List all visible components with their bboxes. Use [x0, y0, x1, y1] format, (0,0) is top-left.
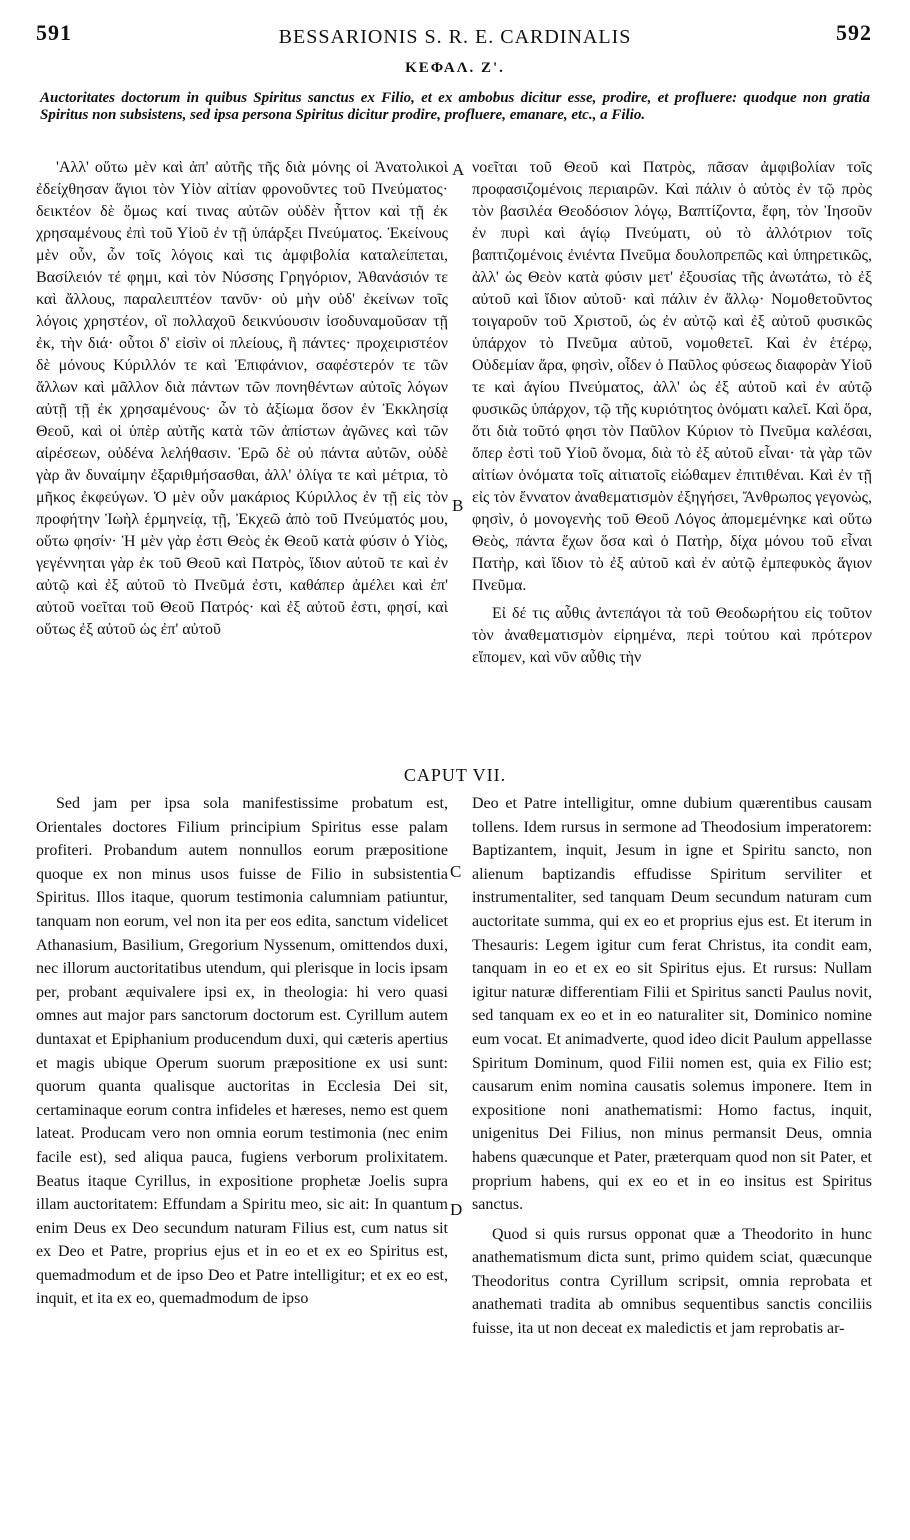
latin-right-paragraph: Deo et Patre intelligitur, omne dubium quærentibus causam tollens. Idem rursus in sermone ad Theodosium imperatorem: Baptizantem, inquit, Jesum in igne et Spiritu sancto, non alienum baptizandis effudisse Spiritum serviliter et instrumentaliter, sed tanquam Deum secundum naturam cum auctoritate summa, qui ex eo et proprius ejus est. Et iterum in Thesauris: Legem igitur cum ferat Christus, ita condit eam, tanquam in eo et ex eo sit Spiritus ejus. Et rursus: Nullam igitur naturæ differentiam Filii et Spiritus sancti Paulus novit, sed tanquam ex eo et in eo naturaliter sit, Dominico nomine eum vocat. Et animadverte, quod ideo dicit Paulum appellasse Spiritum Dominum, quod Filii nomen est, quia ex Filio est; causarum enim nomina causatis solemus imponere. Item in expositione noni anathematismi: Homo factus, inquit, unigenitus Dei Filius, non minus permansit Deus, omnia habens quæcunque et Pater, præterquam quod non sit Pater, et proprium habens, qui ex eo et in eo insitus est Spiritus sanctus.	[472, 795, 872, 1214]
margin-letter-a: A	[452, 160, 465, 179]
margin-letter-b: B	[452, 496, 464, 515]
margin-letter-d: D	[450, 1200, 463, 1219]
chapter-heading-latin: CAPUT VII.	[403, 765, 507, 785]
greek-left-paragraph: 'Αλλ' οὕτω μὲν καὶ ἀπ' αὐτῆς τῆς διὰ μόνης οἱ Ἀνατολικοὶ ἐδείχθησαν ἅγιοι τὸν Υἱὸν αἰτίαν φρονοῦντες τοῦ Πνεύματος· δεικτέον δὲ ὅμως καί τινας αὐτῶν οὐδὲν ἧττον καὶ τῇ ἐκ χρησαμένους ἐπὶ τοῦ Υἱοῦ ἐν τῇ ὑπάρξει Πνεύματος. Ἐκείνους μὲν οὖν, ὧν τοῖς λόγοις καὶ τις ἀμφιβολία καταλείπεται, Βασίλειόν τέ φημι, καὶ τὸν Νύσσης Γρηγόριον, Ἀθανάσιόν τε καὶ ἄλλους, παραλειπτέον τανῦν· οὐ μὴν οὐδ' ἐκείνων τοῖς λόγοις χρηστέον, οἳ πολλαχοῦ δεικνύουσιν ἰσοδυναμοῦσαν τῇ ἐκ, τὴν διά· οὗτοι δ' εἰσὶν οἱ πλείους, ἢ πάντες· προχειριστέον δὲ μόνους Κύριλλόν τε καὶ Ἐπιφάνιον, σαφέστερόν τε τῶν ἄλλων καὶ μᾶλλον διὰ πάντων τῶν πονηθέντων αὐτοῖς λόγων αὐτῇ τῇ ἐκ χρησαμένους· ὧν τὸ ἀξίωμα ὅσον ἐν Ἐκκλησίᾳ Θεοῦ, καὶ οἱ ὑπὲρ αὐτῆς κατὰ τῶν ἀπίστων ἀγῶνες καὶ τῶν αἱρέσεων, οὐδένα λελήθασιν. Ἐρῶ δὲ οὐ πάντα αὐτῶν, οὐδὲ γὰρ ἂν δυναίμην ἐξαριθμήσασθαι, ἀλλ' ὀλίγα τε καὶ μέτρια, τὸ μῆκος ἐκφεύγων. Ὁ μὲν οὖν μακάριος Κύριλλος ἐν τῇ εἰς τὸν προφήτην Ἰωὴλ ἑρμηνείᾳ, τῇ, Ἐκχεῶ ἀπὸ τοῦ Πνεύματός μου, οὕτω φησίν· Ἡ μὲν γὰρ ἐστι Θεὸς ἐκ Θεοῦ κατὰ φύσιν ὁ Υἱὸς, γεγέννηται γὰρ ἐκ τοῦ Θεοῦ καὶ Πατρὸς, ἴδιον αὐτοῦ τε καὶ ἐν αὐτῷ καὶ ἐξ αὐτοῦ τὸ Πνεῦμά ἐστι, καθάπερ ἀμέλει καὶ ἐπ' αὐτοῦ νοεῖται τοῦ Θεοῦ Πατρός· καὶ ἐξ αὐτοῦ ἐστι, φησί, καὶ οὕτως ἐξ αὐτοῦ ὡς ἐπ' αὐτοῦ	[36, 159, 448, 638]
latin-right-paragraph: Quod si quis rursus opponat quæ a Theodorito in hunc anathematismum dicta sunt, primo quidem sciat, quæcunque Theodoritus contra Cyrillum scripsit, omnia reprobata et anathemati tradita ab omnibus sequentibus sanctis conciliis fuisse, ita ut non deceat ex maledictis et jam reprobatis ar-	[472, 1225, 872, 1338]
latin-left-paragraph: Sed jam per ipsa sola manifestissime probatum est, Orientales doctores Filium principium Spiritus esse palam profiteri. Probandum autem nonnullos eorum præpositione quoque ex non minus usos fuisse de Filio in subsistentia Spiritus. Illos itaque, quorum testimonia calumniam patiuntur, tanquam non eorum, vel non ita per eos edita, sanctum videlicet Athanasium, Basilium, Gregorium Nyssenum, omittendos duxi, nec illorum auctoritatibus utendum, qui plerisque in locis ipsam per, probant æquivalere ipsi ex, in theologia: hi vero quasi omnes aut major pars sanctorum doctorum est. Cyrillum autem duntaxat et Epiphanium producendum duxi, qui cæteris apertius et magis ubique Operum suorum præpositione ex usi sunt: quorum quanta qualisque auctoritas in Ecclesia Dei sit, certaminaque eorum contra infideles et hæreses, nemo est quem lateat. Producam vero non omnia eorum testimonia (nec enim facile est), sed aliqua pauca, fugiens verborum prolixitatem. Beatus itaque Cyrillus, in expositione prophetæ Joelis supra illam auctoritatem: Effundam a Spiritu meo, sic ait: In quantum enim Deus ex Deo secundum naturam Filius est, cum natus sit ex Deo et Patre, proprius ejus et in eo et ex eo Spiritus est, quemadmodum et de ipso Deo et Patre intelligitur; et ex eo est, inquit, et ita ex eo, quemadmodum de ipso	[36, 795, 448, 1308]
page-number-left: 591	[36, 20, 72, 45]
margin-letter-c: C	[450, 862, 462, 881]
latin-column-left	[36, 792, 448, 1311]
greek-column-right	[472, 157, 872, 669]
greek-right-paragraph: νοεῖται τοῦ Θεοῦ καὶ Πατρὸς, πᾶσαν ἀμφιβολίαν τοῖς προφασιζομένοις περιαιρῶν. Καὶ πάλιν ὁ αὐτὸς ἐν τῷ πρὸς τὸν βασιλέα Θεοδόσιον λόγῳ, Βαπτίζοντα, ἔφη, τὸν Ἰησοῦν ἐν πυρὶ καὶ ἁγίῳ Πνεύματι, οὐ τὸ ἀλλότριον τοῖς βαπτιζομένοις ἐνιέντα Πνεῦμα δουλοπρεπῶς καὶ ὑπηρετικῶς, ἀλλ' ὡς Θεὸν κατὰ φύσιν μετ' ἐξουσίας τῆς ἀνωτάτω, τὸ ἐξ αὐτοῦ καὶ ἴδιον αὐτοῦ· καὶ πάλιν ἐν ἄλλῳ· Νομοθετοῦντος τοιγαροῦν τοῦ Χριστοῦ, ὡς ἐν αὐτῷ καὶ ἐξ αὐτοῦ φυσικῶς ὑπάρχον τὸ Πνεῦμα αὐτοῦ, νομοθετεῖ. Καὶ ἐν ἑτέρῳ, Οὐδεμίαν ἄρα, φησὶν, οἶδεν ὁ Παῦλος φύσεως διαφορὰν Υἱοῦ τε καὶ ἁγίου Πνεύματος, ἀλλ' ὡς ἐξ αὐτοῦ καὶ ἐν αὐτῷ φυσικῶς ὑπάρχον, τῷ τῆς κυριότητος ὀνόματι καλεῖ. Καὶ ὅρα, ὅτι διὰ τοῦτό φησι τὸν Παῦλον Κύριον τὸ Πνεῦμα καλέσαι, ὅπερ ἐστὶ τοῦ Υἱοῦ ὄνομα, διὰ τὸ ἐξ αὐτοῦ εἶναι· τὰ γὰρ τῶν αἰτίων ὀνόματα τοῖς αἰτιατοῖς εἰώθαμεν ἐπιτιθέναι. Καὶ ἐν τῇ εἰς τὸν ἔννατον ἀναθεματισμὸν ἐξηγήσει, Ἄνθρωπος γεγονὼς, φησὶν, ὁ μονογενὴς τοῦ Θεοῦ Λόγος ἀπομεμένηκε καὶ οὕτω Θεὸς, πάντα ἔχων ὅσα καὶ ὁ Πατὴρ, δίχα μόνου τοῦ εἶναι Πατὴρ, καὶ ἴδιον τὸ ἐξ αὐτοῦ καὶ ἐν αὐτῷ ἐμπεφυκὸς ἅγιον Πνεῦμα.	[472, 159, 872, 594]
page-number-right: 592	[836, 20, 872, 45]
greek-column-left	[36, 157, 448, 641]
latin-column-right	[472, 792, 872, 1341]
greek-right-paragraph: Εἰ δέ τις αὖθις ἀντεπάγοι τὰ τοῦ Θεοδωρήτου εἰς τοῦτον τὸν ἀναθεματισμὸν εἰρημένα, περὶ τούτου καὶ πρότερον εἴπομεν, καὶ νῦν αὖθις τὴν	[472, 605, 872, 666]
running-title: BESSARIONIS S. R. E. CARDINALIS	[278, 26, 632, 48]
greek-chapter-heading: ΚΕΦΑΛ. Ζ'.	[405, 60, 505, 76]
chapter-summary: Auctoritates doctorum in quibus Spiritus sanctus ex Filio, et ex ambobus dicitur esse, prodire, et profluere: quodque non gratia Spiritus non subsistens, sed ipsa persona Spiritus dicitur prodire, profluere, emanare, etc., a Filio.	[40, 90, 870, 123]
